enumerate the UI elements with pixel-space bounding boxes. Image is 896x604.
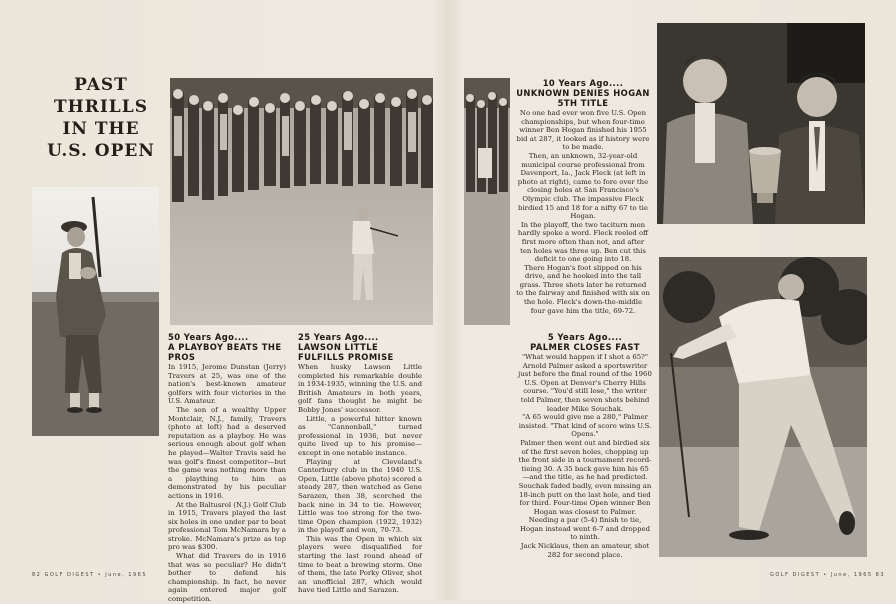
article-kicker: 5 Years Ago.... [547, 332, 623, 342]
page-headline [40, 74, 162, 162]
palmer-photo [659, 257, 867, 557]
article-paragraph: The son of a wealthy Upper Montclair, N.J., family, Travers (photo at left) had a deserved reputation as a playboy. He was serious enough about golf when he played—Walter Travis said he was golf's finest competitor—but the game was nothing more than a plaything to him as demonstrated by his peculiar actions in 1916. [168, 405, 286, 500]
article-paragraph: Jack Nicklaus, then an amateur, shot 282 for second place. [520, 542, 650, 559]
article-paragraph: "What would happen if I shot a 65?" Arnold Palmer asked a sportswriter just before the final round of the 1960 U.S. Open at Denver's Cherry Hills course. "You'd still lose," the writer told Palmer, then seven shots behind leader Mike Souchak. [518, 353, 652, 413]
article-paragraph: What did Travers do in 1916 that was so peculiar? He didn't bother to defend his championship. In fact, he never again entered major golf competition. [168, 552, 286, 604]
article-10-years [516, 78, 650, 315]
headline-line: THRILLS [54, 97, 148, 117]
article-kicker: 25 Years Ago.... [298, 332, 379, 342]
article-paragraph: In the playoff, the two taciturn men hardly spoke a word. Fleck reeled off first more often than not, and after ten holes was three up. Ben cut this deficit to one going into 18. [517, 220, 649, 264]
article-paragraph: When husky Lawson Little completed his remarkable double in 1934-1935, winning the U.S. and British Amateurs in both years, golf fans thought he might be Bobby Jones' successor. [298, 363, 422, 414]
article-50-years [168, 332, 286, 604]
article-paragraph: Playing at Cleveland's Canterbury club in the 1940 U.S. Open, Little (above photo) scored a steady 287, then watched as Gene Sarazen, then 38, scorched the back nine in 34 to tie. However, Little was too strong for the two-time Open champion (1922, 1932) in the playoff and won, 70-73. [298, 457, 422, 535]
article-paragraph: No one had ever won five U.S. Open championships, but when four-time winner Ben Hogan finished his 1955 bid at 287, it looked as if history were to be made. [516, 109, 650, 152]
article-kicker: 10 Years Ago.... [542, 78, 624, 88]
headline-line: PAST [74, 75, 128, 95]
article-paragraph: Then, an unknown, 32-year-old municipal course professional from Davenport, Ia., Jack Fleck (at left in photo at right), came to fore over the closing holes at San Francisco's Olympic club. The impassive Fleck birdied 15 and 18 for a nifty 67 to tie Hogan. [517, 151, 649, 221]
article-title: PALMER CLOSES FAST [530, 342, 640, 352]
article-paragraph: Palmer then went out and birdied six of the first seven holes, chopping up the front side in a tournament record-tieing 30. A 35 back gave him his 65—and the title, as he had predicted. [518, 438, 652, 482]
article-paragraph: In 1915, Jerome Dunstan (Jerry) Travers at 25, was one of the nation's best-known amateur golfers with four victories in the U.S. Amateur. [168, 363, 286, 406]
article-title: UNKNOWN DENIES HOGAN 5TH TITLE [516, 88, 650, 108]
article-title: LAWSON LITTLE FULFILLS PROMISE [298, 342, 394, 362]
crowd-strip-photo [464, 78, 510, 325]
travers-photo [32, 187, 159, 436]
article-25-years [298, 332, 422, 595]
headline-line: U.S. OPEN [47, 141, 155, 161]
headline-line: IN THE [62, 119, 140, 139]
article-paragraph: At the Baltusrol (N.J.) Golf Club in 1915, Travers played the last six holes in one under par to beat professional Tom McNamara by a stroke. McNamara's prize as top pro was $300. [168, 500, 286, 552]
article-paragraph: "A 65 would give me a 280," Palmer insisted. "That kind of score wins U.S. Opens." [518, 413, 652, 439]
article-paragraph: There Hogan's foot slipped on his drive, and he hooked into the tall grass. Three shots later he returned to the fairway and finished with six on the hole. Fleck's down-the-middle four gave him the title, 69-72. [516, 263, 650, 315]
article-paragraph: Souchak faded badly, even missing an 18-inch putt on the last hole, and tied for third. Four-time Open winner Ben Hogan was closest to Palmer. Needing a par (5-4) finish to tie, Hogan instead went 6-7 and dropped to ninth. [518, 481, 652, 542]
folio-right: GOLF DIGEST • June, 1965 83 [770, 572, 886, 578]
crowd-photo [170, 78, 433, 325]
article-paragraph: This was the Open in which six players were disqualified for starting the last round ahead of time to beat a brewing storm. One of them, the late Porky Oliver, shot an unofficial 287, which would have tied Little and Sarazen. [298, 534, 422, 595]
fleck-hogan-photo [657, 23, 865, 224]
folio-left: 82 GOLF DIGEST • June, 1965 [32, 572, 148, 578]
article-kicker: 50 Years Ago.... [168, 332, 249, 342]
article-title: A PLAYBOY BEATS THE PROS [168, 342, 282, 362]
article-paragraph: Little, a powerful hitter known as "Cannonball," turned professional in 1936, but never quite lived up to his promise—except in one notable instance. [298, 414, 422, 457]
article-5-years [518, 332, 652, 559]
